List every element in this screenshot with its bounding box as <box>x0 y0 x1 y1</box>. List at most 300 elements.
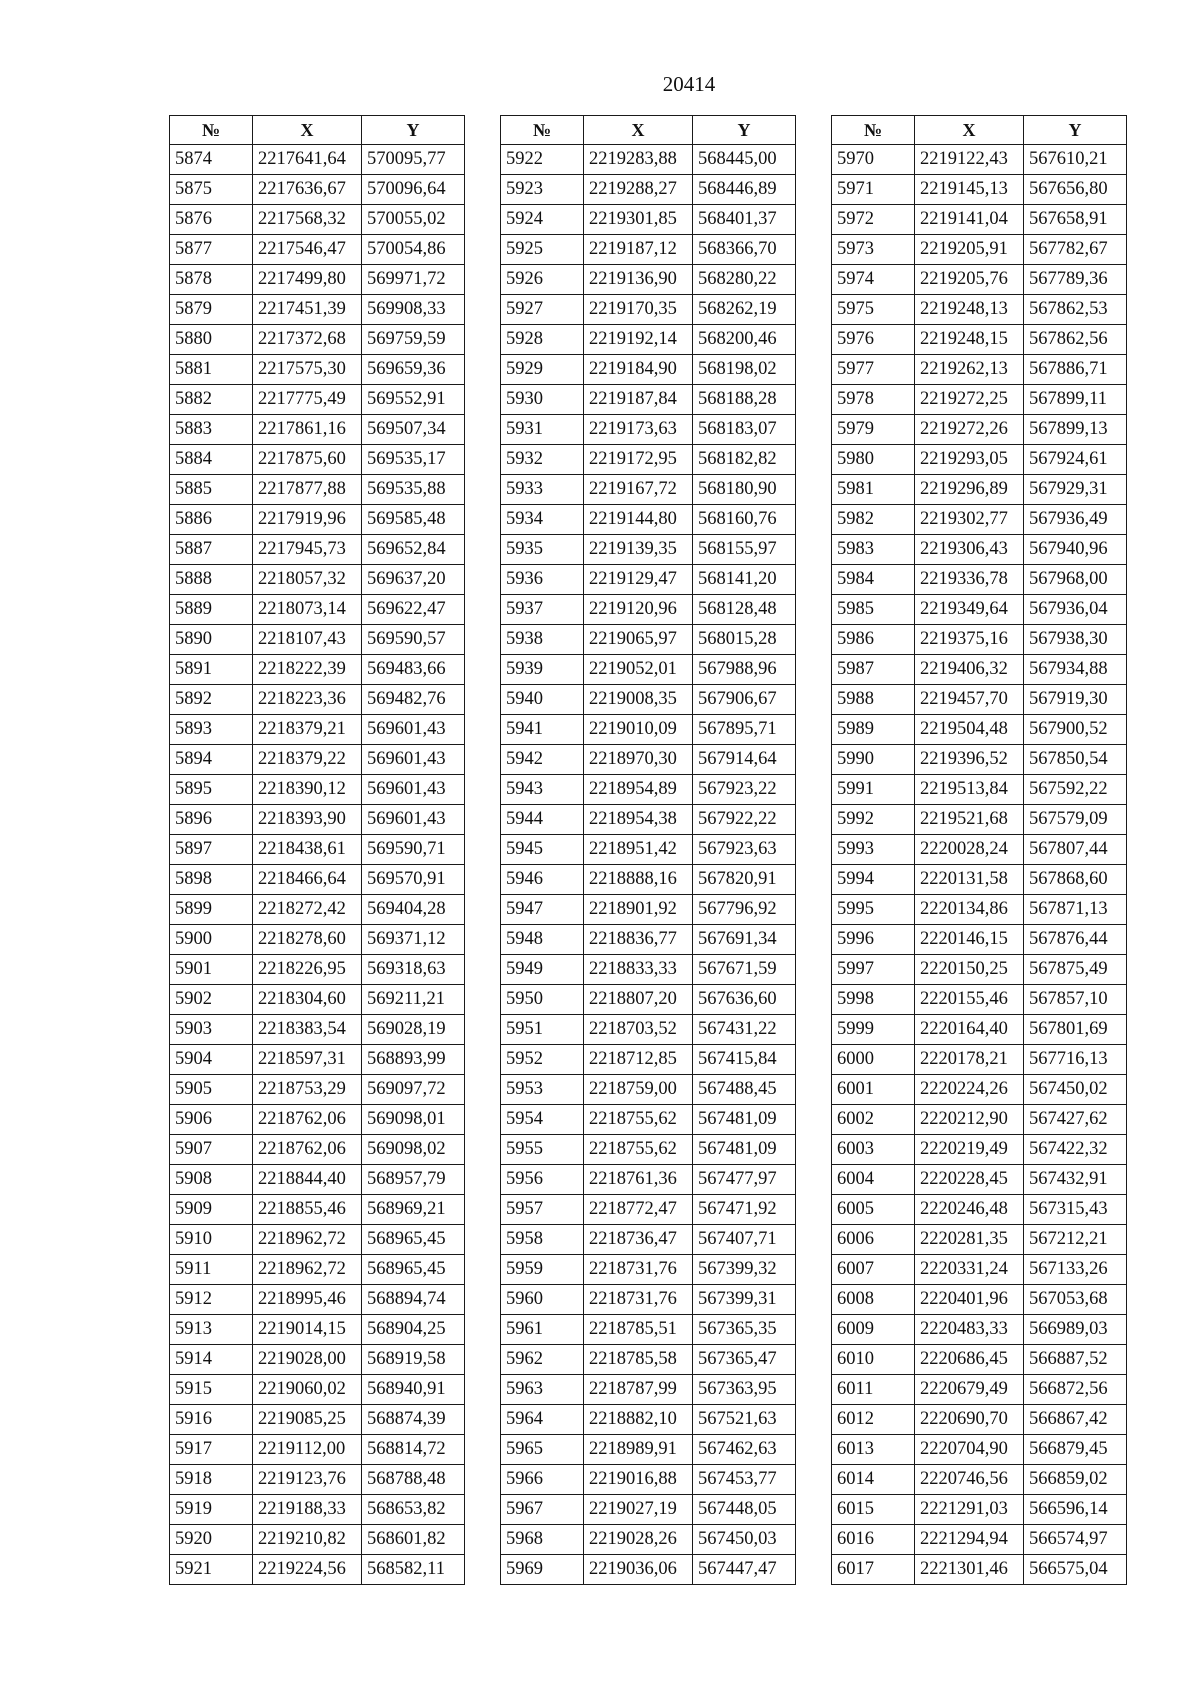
y-coordinate: 567940,96 <box>1024 535 1127 565</box>
point-number: 6007 <box>832 1255 915 1285</box>
point-number: 5897 <box>170 835 253 865</box>
x-coordinate: 2217877,88 <box>253 475 362 505</box>
y-coordinate: 568919,58 <box>362 1345 465 1375</box>
x-coordinate: 2219306,43 <box>915 535 1024 565</box>
y-coordinate: 567610,21 <box>1024 145 1127 175</box>
point-number: 5993 <box>832 835 915 865</box>
table-row <box>170 145 465 175</box>
x-coordinate: 2217775,49 <box>253 385 362 415</box>
table-header-row <box>832 116 1127 145</box>
y-coordinate: 567415,84 <box>693 1045 796 1075</box>
point-number: 6011 <box>832 1375 915 1405</box>
y-coordinate: 568128,48 <box>693 595 796 625</box>
table-row <box>501 745 796 775</box>
point-number: 5996 <box>832 925 915 955</box>
table-row <box>170 745 465 775</box>
point-number: 5929 <box>501 355 584 385</box>
x-coordinate: 2218785,51 <box>584 1315 693 1345</box>
x-coordinate: 2219129,47 <box>584 565 693 595</box>
point-number: 6009 <box>832 1315 915 1345</box>
table-row <box>170 415 465 445</box>
table-row <box>832 1525 1127 1555</box>
point-number: 5911 <box>170 1255 253 1285</box>
y-coordinate: 567820,91 <box>693 865 796 895</box>
x-coordinate: 2219122,43 <box>915 145 1024 175</box>
y-coordinate: 567924,61 <box>1024 445 1127 475</box>
point-number: 6017 <box>832 1555 915 1585</box>
point-number: 5923 <box>501 175 584 205</box>
point-number: 5886 <box>170 505 253 535</box>
point-number: 5959 <box>501 1255 584 1285</box>
y-coordinate: 567988,96 <box>693 655 796 685</box>
point-number: 6006 <box>832 1225 915 1255</box>
y-coordinate: 569601,43 <box>362 775 465 805</box>
point-number: 5883 <box>170 415 253 445</box>
y-coordinate: 567399,31 <box>693 1285 796 1315</box>
point-number: 5904 <box>170 1045 253 1075</box>
x-coordinate: 2218995,46 <box>253 1285 362 1315</box>
table-row <box>170 1495 465 1525</box>
point-number: 5954 <box>501 1105 584 1135</box>
point-number: 6000 <box>832 1045 915 1075</box>
y-coordinate: 567212,21 <box>1024 1225 1127 1255</box>
point-number: 5887 <box>170 535 253 565</box>
table-row <box>170 985 465 1015</box>
table-row <box>170 925 465 955</box>
x-coordinate: 2220281,35 <box>915 1225 1024 1255</box>
table-row <box>501 1285 796 1315</box>
point-number: 5896 <box>170 805 253 835</box>
point-number: 5985 <box>832 595 915 625</box>
table-row <box>170 1045 465 1075</box>
table-row <box>170 445 465 475</box>
y-coordinate: 567899,13 <box>1024 415 1127 445</box>
table-row <box>170 1285 465 1315</box>
table-row <box>501 1135 796 1165</box>
point-number: 5992 <box>832 805 915 835</box>
x-coordinate: 2218466,64 <box>253 865 362 895</box>
table-row <box>170 865 465 895</box>
x-coordinate: 2218390,12 <box>253 775 362 805</box>
table-row <box>170 385 465 415</box>
table-row <box>832 685 1127 715</box>
point-number: 6003 <box>832 1135 915 1165</box>
y-coordinate: 566596,14 <box>1024 1495 1127 1525</box>
x-coordinate: 2218304,60 <box>253 985 362 1015</box>
y-coordinate: 567923,22 <box>693 775 796 805</box>
table-row <box>501 835 796 865</box>
table-row <box>170 1525 465 1555</box>
x-coordinate: 2220028,24 <box>915 835 1024 865</box>
point-number: 5934 <box>501 505 584 535</box>
x-coordinate: 2218755,62 <box>584 1105 693 1135</box>
table-row <box>832 715 1127 745</box>
x-coordinate: 2218962,72 <box>253 1225 362 1255</box>
point-number: 6008 <box>832 1285 915 1315</box>
x-coordinate: 2218278,60 <box>253 925 362 955</box>
table-row <box>832 1315 1127 1345</box>
point-number: 5889 <box>170 595 253 625</box>
y-coordinate: 566887,52 <box>1024 1345 1127 1375</box>
point-number: 5884 <box>170 445 253 475</box>
y-coordinate: 567481,09 <box>693 1135 796 1165</box>
x-coordinate: 2218223,36 <box>253 685 362 715</box>
y-coordinate: 568788,48 <box>362 1465 465 1495</box>
table-row <box>501 985 796 1015</box>
table-row <box>501 925 796 955</box>
y-coordinate: 567895,71 <box>693 715 796 745</box>
table-row <box>832 775 1127 805</box>
x-coordinate: 2217546,47 <box>253 235 362 265</box>
table-row <box>170 535 465 565</box>
table-row <box>832 1075 1127 1105</box>
x-coordinate: 2218226,95 <box>253 955 362 985</box>
x-coordinate: 2218731,76 <box>584 1255 693 1285</box>
table-header-row <box>170 116 465 145</box>
y-coordinate: 567922,22 <box>693 805 796 835</box>
table-row <box>501 595 796 625</box>
table-row <box>832 565 1127 595</box>
x-coordinate: 2217861,16 <box>253 415 362 445</box>
point-number: 5990 <box>832 745 915 775</box>
table-row <box>501 1165 796 1195</box>
point-number: 5878 <box>170 265 253 295</box>
y-coordinate: 567579,09 <box>1024 805 1127 835</box>
table-row <box>170 955 465 985</box>
point-number: 5917 <box>170 1435 253 1465</box>
y-coordinate: 569601,43 <box>362 745 465 775</box>
point-number: 5942 <box>501 745 584 775</box>
table-row <box>501 265 796 295</box>
x-coordinate: 2219521,68 <box>915 805 1024 835</box>
point-number: 5912 <box>170 1285 253 1315</box>
x-coordinate: 2218888,16 <box>584 865 693 895</box>
table-row <box>832 835 1127 865</box>
x-coordinate: 2217919,96 <box>253 505 362 535</box>
table-row <box>170 265 465 295</box>
x-coordinate: 2220246,48 <box>915 1195 1024 1225</box>
x-coordinate: 2219167,72 <box>584 475 693 505</box>
point-number: 5980 <box>832 445 915 475</box>
point-number: 5935 <box>501 535 584 565</box>
y-coordinate: 567919,30 <box>1024 685 1127 715</box>
table-row <box>501 355 796 385</box>
point-number: 5900 <box>170 925 253 955</box>
x-coordinate: 2219014,15 <box>253 1315 362 1345</box>
y-coordinate: 568182,82 <box>693 445 796 475</box>
point-number: 5949 <box>501 955 584 985</box>
x-coordinate: 2219224,56 <box>253 1555 362 1585</box>
table-row <box>170 1165 465 1195</box>
y-coordinate: 567432,91 <box>1024 1165 1127 1195</box>
point-number: 5874 <box>170 145 253 175</box>
x-coordinate: 2220131,58 <box>915 865 1024 895</box>
y-coordinate: 567448,05 <box>693 1495 796 1525</box>
point-number: 5938 <box>501 625 584 655</box>
table-row <box>170 1435 465 1465</box>
point-number: 5953 <box>501 1075 584 1105</box>
table-row <box>501 235 796 265</box>
table-row <box>832 1405 1127 1435</box>
page-number: 20414 <box>662 72 716 96</box>
table-row <box>832 1105 1127 1135</box>
table-row <box>170 505 465 535</box>
point-number: 5930 <box>501 385 584 415</box>
y-coordinate: 566989,03 <box>1024 1315 1127 1345</box>
y-coordinate: 567857,10 <box>1024 985 1127 1015</box>
table-row <box>170 1315 465 1345</box>
point-number: 5909 <box>170 1195 253 1225</box>
x-coordinate: 2220401,96 <box>915 1285 1024 1315</box>
x-coordinate: 2219248,13 <box>915 295 1024 325</box>
table-row <box>501 1555 796 1585</box>
point-number: 5991 <box>832 775 915 805</box>
y-coordinate: 567934,88 <box>1024 655 1127 685</box>
y-coordinate: 569659,36 <box>362 355 465 385</box>
y-coordinate: 569971,72 <box>362 265 465 295</box>
y-coordinate: 566859,02 <box>1024 1465 1127 1495</box>
y-coordinate: 569483,66 <box>362 655 465 685</box>
x-coordinate: 2219052,01 <box>584 655 693 685</box>
point-number: 5971 <box>832 175 915 205</box>
x-coordinate: 2218272,42 <box>253 895 362 925</box>
x-coordinate: 2219406,32 <box>915 655 1024 685</box>
y-coordinate: 567636,60 <box>693 985 796 1015</box>
x-coordinate: 2220483,33 <box>915 1315 1024 1345</box>
y-coordinate: 568965,45 <box>362 1225 465 1255</box>
x-coordinate: 2220224,26 <box>915 1075 1024 1105</box>
point-number: 6012 <box>832 1405 915 1435</box>
point-number: 5877 <box>170 235 253 265</box>
y-coordinate: 567936,49 <box>1024 505 1127 535</box>
table-row <box>170 685 465 715</box>
x-coordinate: 2219028,00 <box>253 1345 362 1375</box>
y-coordinate: 569098,01 <box>362 1105 465 1135</box>
x-coordinate: 2219010,09 <box>584 715 693 745</box>
y-coordinate: 567481,09 <box>693 1105 796 1135</box>
table-row <box>832 1345 1127 1375</box>
x-coordinate: 2218057,32 <box>253 565 362 595</box>
table-row <box>501 205 796 235</box>
y-coordinate: 569371,12 <box>362 925 465 955</box>
x-coordinate: 2221291,03 <box>915 1495 1024 1525</box>
x-coordinate: 2219302,77 <box>915 505 1024 535</box>
y-coordinate: 568965,45 <box>362 1255 465 1285</box>
y-coordinate: 567807,44 <box>1024 835 1127 865</box>
y-coordinate: 567053,68 <box>1024 1285 1127 1315</box>
table-row <box>501 1405 796 1435</box>
point-number: 5951 <box>501 1015 584 1045</box>
y-coordinate: 567407,71 <box>693 1225 796 1255</box>
y-coordinate: 567447,47 <box>693 1555 796 1585</box>
point-number: 5879 <box>170 295 253 325</box>
header-number: № <box>170 116 253 145</box>
point-number: 5895 <box>170 775 253 805</box>
x-coordinate: 2219144,80 <box>584 505 693 535</box>
x-coordinate: 2218882,10 <box>584 1405 693 1435</box>
table-row <box>832 535 1127 565</box>
point-number: 5968 <box>501 1525 584 1555</box>
y-coordinate: 567796,92 <box>693 895 796 925</box>
y-coordinate: 567521,63 <box>693 1405 796 1435</box>
point-number: 5987 <box>832 655 915 685</box>
header-number: № <box>832 116 915 145</box>
table-row <box>832 1375 1127 1405</box>
x-coordinate: 2218954,89 <box>584 775 693 805</box>
y-coordinate: 568183,07 <box>693 415 796 445</box>
y-coordinate: 567875,49 <box>1024 955 1127 985</box>
x-coordinate: 2218755,62 <box>584 1135 693 1165</box>
y-coordinate: 569570,91 <box>362 865 465 895</box>
point-number: 6005 <box>832 1195 915 1225</box>
table-row <box>170 1105 465 1135</box>
table-row <box>501 1075 796 1105</box>
point-number: 5927 <box>501 295 584 325</box>
x-coordinate: 2219136,90 <box>584 265 693 295</box>
x-coordinate: 2218762,06 <box>253 1135 362 1165</box>
point-number: 6015 <box>832 1495 915 1525</box>
point-number: 5885 <box>170 475 253 505</box>
x-coordinate: 2218438,61 <box>253 835 362 865</box>
table-row <box>170 1015 465 1045</box>
y-coordinate: 568015,28 <box>693 625 796 655</box>
x-coordinate: 2220686,45 <box>915 1345 1024 1375</box>
y-coordinate: 568141,20 <box>693 565 796 595</box>
table-row <box>501 715 796 745</box>
x-coordinate: 2218379,22 <box>253 745 362 775</box>
table-row <box>501 1225 796 1255</box>
table-row <box>501 1495 796 1525</box>
y-coordinate: 566879,45 <box>1024 1435 1127 1465</box>
table-row <box>832 1135 1127 1165</box>
table-row <box>832 385 1127 415</box>
point-number: 5915 <box>170 1375 253 1405</box>
y-coordinate: 569590,71 <box>362 835 465 865</box>
y-coordinate: 567876,44 <box>1024 925 1127 955</box>
point-number: 5933 <box>501 475 584 505</box>
table-row <box>170 175 465 205</box>
y-coordinate: 568582,11 <box>362 1555 465 1585</box>
x-coordinate: 2219120,96 <box>584 595 693 625</box>
table-row <box>501 1375 796 1405</box>
x-coordinate: 2218844,40 <box>253 1165 362 1195</box>
point-number: 5947 <box>501 895 584 925</box>
x-coordinate: 2220331,24 <box>915 1255 1024 1285</box>
point-number: 5939 <box>501 655 584 685</box>
point-number: 5975 <box>832 295 915 325</box>
y-coordinate: 569622,47 <box>362 595 465 625</box>
table-row <box>170 655 465 685</box>
x-coordinate: 2219457,70 <box>915 685 1024 715</box>
table-row <box>501 775 796 805</box>
table-row <box>832 295 1127 325</box>
point-number: 5880 <box>170 325 253 355</box>
x-coordinate: 2217575,30 <box>253 355 362 385</box>
y-coordinate: 568366,70 <box>693 235 796 265</box>
x-coordinate: 2220164,40 <box>915 1015 1024 1045</box>
x-coordinate: 2219262,13 <box>915 355 1024 385</box>
table-row <box>170 565 465 595</box>
y-coordinate: 567365,35 <box>693 1315 796 1345</box>
table-row <box>832 235 1127 265</box>
y-coordinate: 568401,37 <box>693 205 796 235</box>
y-coordinate: 570054,86 <box>362 235 465 265</box>
point-number: 5976 <box>832 325 915 355</box>
y-coordinate: 567671,59 <box>693 955 796 985</box>
y-coordinate: 566867,42 <box>1024 1405 1127 1435</box>
table-row <box>832 175 1127 205</box>
point-number: 5988 <box>832 685 915 715</box>
x-coordinate: 2217945,73 <box>253 535 362 565</box>
table-row <box>501 1525 796 1555</box>
table-row <box>501 1435 796 1465</box>
table-row <box>832 985 1127 1015</box>
y-coordinate: 566574,97 <box>1024 1525 1127 1555</box>
point-number: 5925 <box>501 235 584 265</box>
y-coordinate: 567450,03 <box>693 1525 796 1555</box>
table-row <box>832 1465 1127 1495</box>
y-coordinate: 569759,59 <box>362 325 465 355</box>
x-coordinate: 2221294,94 <box>915 1525 1024 1555</box>
point-number: 5984 <box>832 565 915 595</box>
point-number: 6002 <box>832 1105 915 1135</box>
point-number: 5918 <box>170 1465 253 1495</box>
point-number: 5981 <box>832 475 915 505</box>
y-coordinate: 568200,46 <box>693 325 796 355</box>
table-row <box>501 415 796 445</box>
point-number: 5997 <box>832 955 915 985</box>
y-coordinate: 568262,19 <box>693 295 796 325</box>
x-coordinate: 2218954,38 <box>584 805 693 835</box>
x-coordinate: 2219272,26 <box>915 415 1024 445</box>
point-number: 5948 <box>501 925 584 955</box>
y-coordinate: 567923,63 <box>693 835 796 865</box>
point-number: 5894 <box>170 745 253 775</box>
point-number: 5908 <box>170 1165 253 1195</box>
y-coordinate: 567462,63 <box>693 1435 796 1465</box>
table-body <box>832 145 1127 1585</box>
point-number: 5970 <box>832 145 915 175</box>
y-coordinate: 567315,43 <box>1024 1195 1127 1225</box>
table-row <box>501 505 796 535</box>
y-coordinate: 568280,22 <box>693 265 796 295</box>
x-coordinate: 2221301,46 <box>915 1555 1024 1585</box>
x-coordinate: 2219513,84 <box>915 775 1024 805</box>
table-row <box>832 955 1127 985</box>
y-coordinate: 566575,04 <box>1024 1555 1127 1585</box>
point-number: 5994 <box>832 865 915 895</box>
x-coordinate: 2219145,13 <box>915 175 1024 205</box>
point-number: 5936 <box>501 565 584 595</box>
table-row <box>170 205 465 235</box>
y-coordinate: 567656,80 <box>1024 175 1127 205</box>
point-number: 5963 <box>501 1375 584 1405</box>
x-coordinate: 2219184,90 <box>584 355 693 385</box>
x-coordinate: 2218989,91 <box>584 1435 693 1465</box>
y-coordinate: 569590,57 <box>362 625 465 655</box>
y-coordinate: 567862,53 <box>1024 295 1127 325</box>
point-number: 5888 <box>170 565 253 595</box>
y-coordinate: 568940,91 <box>362 1375 465 1405</box>
x-coordinate: 2219028,26 <box>584 1525 693 1555</box>
table-body <box>170 145 465 1585</box>
point-number: 5892 <box>170 685 253 715</box>
header-number: № <box>501 116 584 145</box>
point-number: 5913 <box>170 1315 253 1345</box>
point-number: 5916 <box>170 1405 253 1435</box>
point-number: 5893 <box>170 715 253 745</box>
table-row <box>501 655 796 685</box>
